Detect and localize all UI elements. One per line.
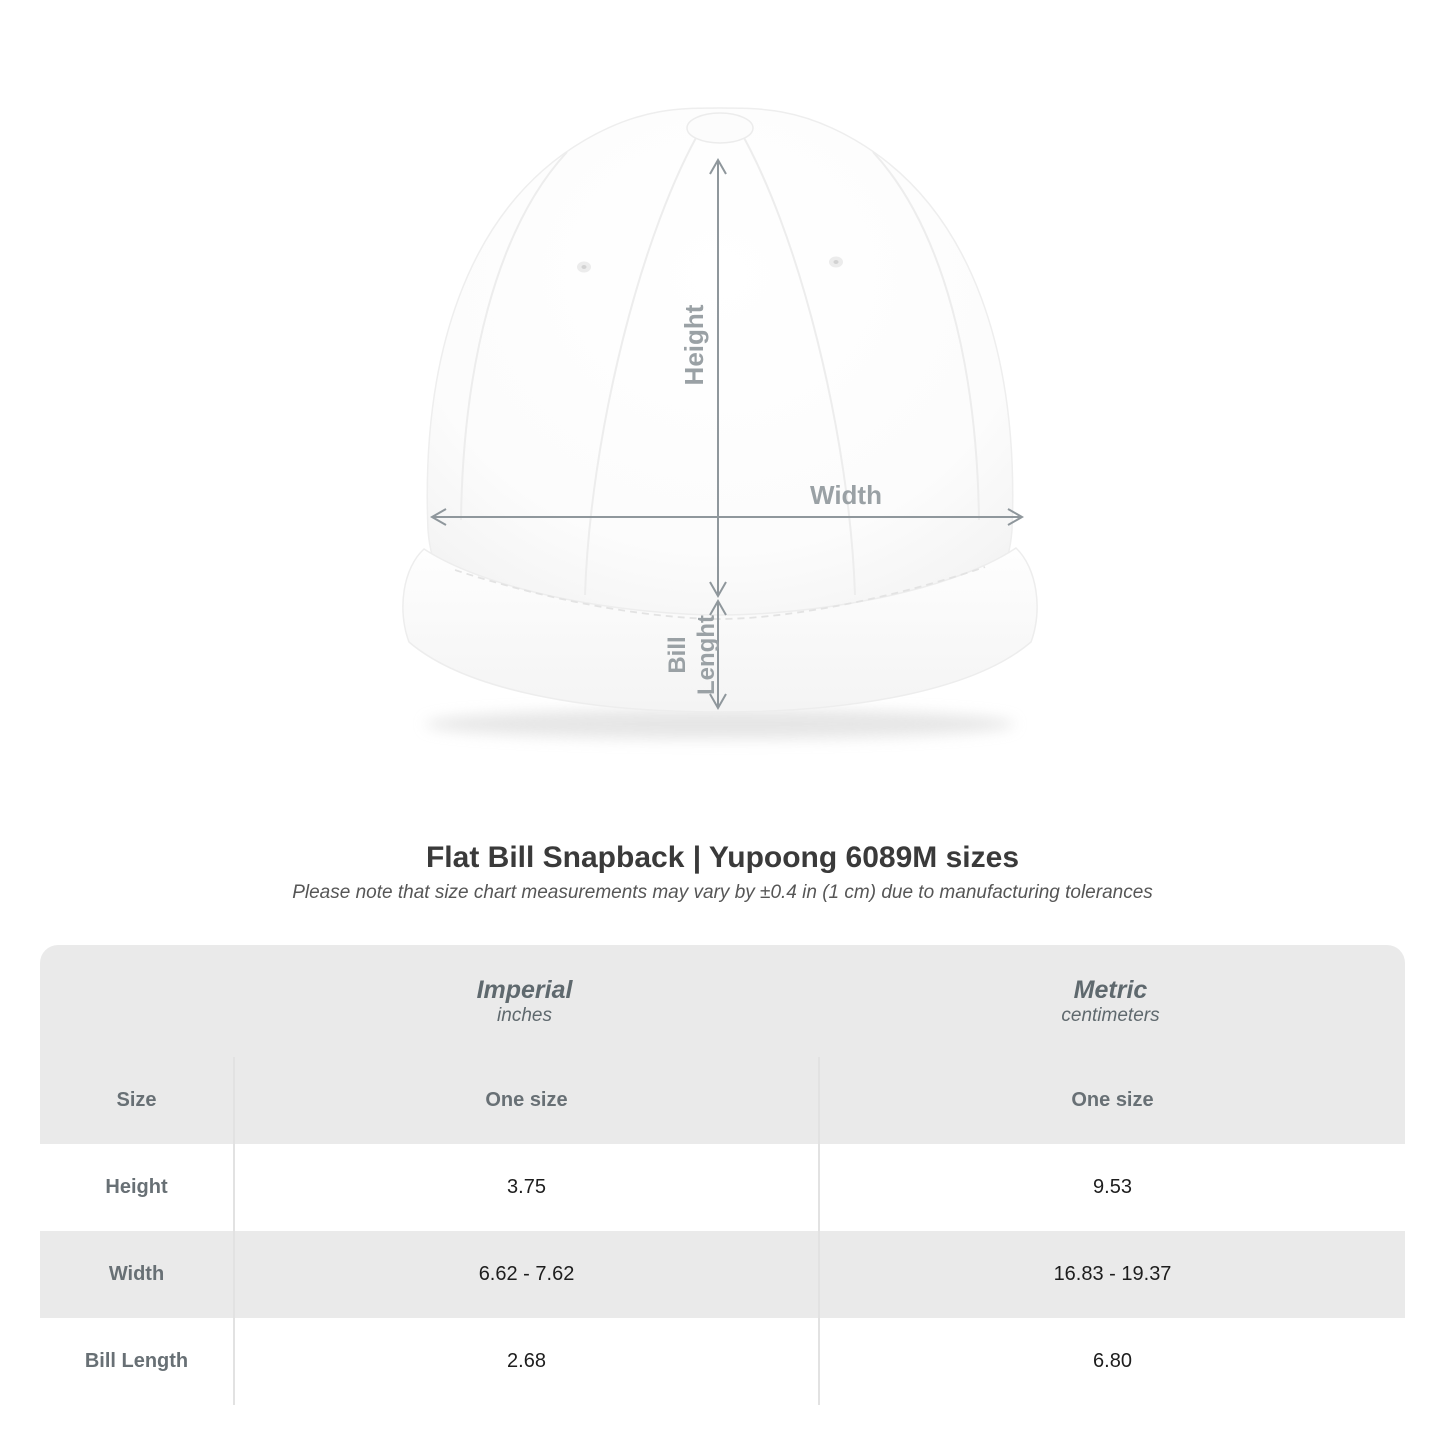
row-label: Size bbox=[116, 1089, 157, 1111]
product-size-diagram bbox=[385, 90, 1065, 770]
metric-header-unit: centimeters bbox=[1061, 1004, 1160, 1026]
imperial-header-label: Imperial bbox=[476, 975, 573, 1004]
bill-length-measure-label-line2: Lenght bbox=[693, 615, 720, 695]
metric-value: 9.53 bbox=[818, 1144, 1405, 1231]
metric-value: One size bbox=[818, 1057, 1405, 1144]
imperial-header-unit: inches bbox=[497, 1004, 552, 1026]
header-metric-cell bbox=[816, 976, 1405, 1027]
snapback-hat-illustration bbox=[403, 108, 1037, 739]
size-chart-header-row bbox=[40, 945, 1405, 1057]
imperial-value: One size bbox=[233, 1057, 818, 1144]
table-row-width bbox=[40, 1231, 1405, 1318]
hat-crown bbox=[427, 108, 1012, 630]
page-title: Flat Bill Snapback | Yupoong 6089M sizes bbox=[425, 841, 1019, 874]
imperial-value: 6.62 - 7.62 bbox=[233, 1231, 818, 1318]
table-row-bill-length bbox=[40, 1318, 1405, 1405]
width-measure-label: Width bbox=[810, 480, 882, 510]
eyelet-right bbox=[829, 257, 843, 268]
row-label: Width bbox=[108, 1263, 165, 1285]
metric-value: 16.83 - 19.37 bbox=[818, 1231, 1405, 1318]
metric-header-label: Metric bbox=[1073, 975, 1148, 1004]
table-row-size bbox=[40, 1057, 1405, 1144]
size-chart-table bbox=[40, 945, 1405, 1405]
header-imperial-cell bbox=[233, 976, 816, 1027]
row-label: Height bbox=[105, 1176, 168, 1198]
row-label: Bill Length bbox=[84, 1350, 189, 1372]
hat-diagram-svg bbox=[385, 90, 1065, 770]
metric-value: 6.80 bbox=[818, 1318, 1405, 1405]
bill-length-measure-label-line1: Bill bbox=[664, 636, 691, 674]
hat-shadow bbox=[425, 709, 1015, 739]
imperial-value: 2.68 bbox=[233, 1318, 818, 1405]
height-measure-label: Height bbox=[679, 304, 709, 386]
tolerance-note: Please note that size chart measurements may vary by ±0.4 in (1 cm) due to manufacturing tolerances bbox=[292, 882, 1153, 903]
table-row-height bbox=[40, 1144, 1405, 1231]
imperial-value: 3.75 bbox=[233, 1144, 818, 1231]
hat-top-button bbox=[687, 113, 753, 143]
eyelet-left bbox=[577, 262, 591, 273]
